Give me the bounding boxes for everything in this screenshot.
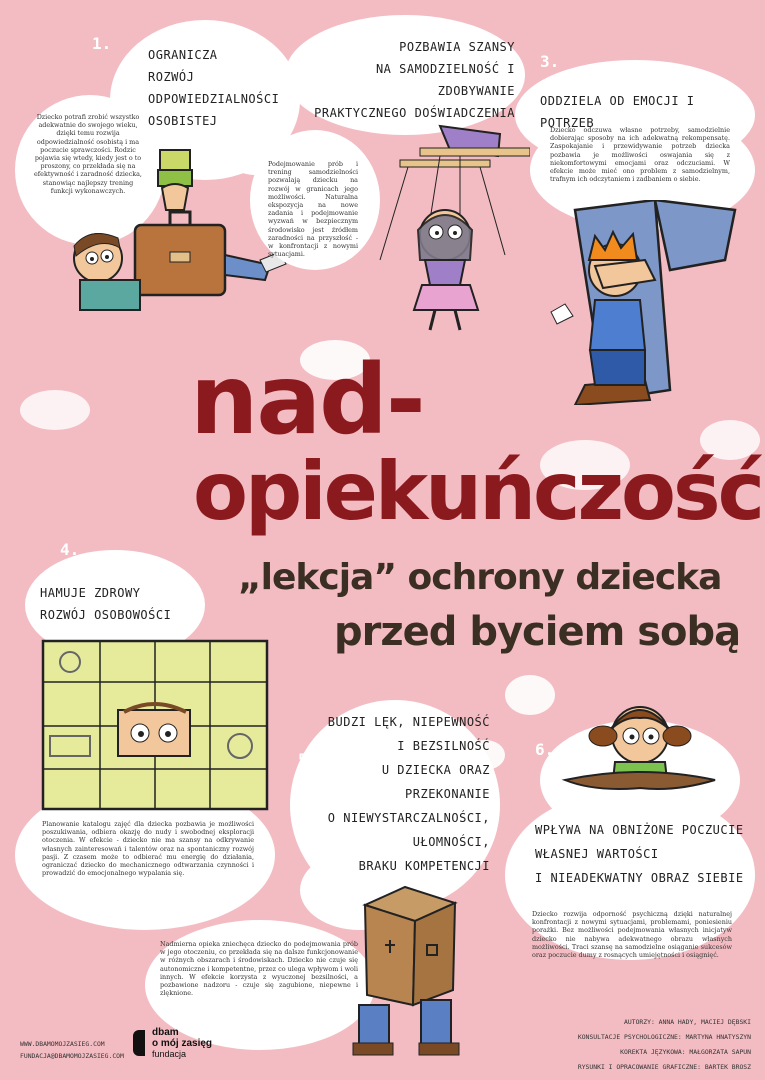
section-6-body: Dziecko rozwija odporność psychiczną dzięki naturalnej konfrontacji z nowymi sytuacjami, problemami, poniesieniu porażki. Bez możliwości podejmowania własnych inicjatyw dziecko nie nabywa adekwatnego obrazu własnych możliwości. Traci szansę na samodzielne osiąganie sukcesów oraz poczucie dumy z rosnących umiejętności i osiągnięć. bbox=[532, 910, 732, 960]
section-4-body: Planowanie katalogu zajęć dla dziecka pozbawia je możliwości poszukiwania, odbiera okazję do nudy i swobodnej eksploracji otoczenia. W efekcie - dziecko nie ma szansy na odkrywanie własnych zainteresowań i talentów oraz na spontaniczny rozwój pasji. Z czasem może to odbierać mu energię do działania, ograniczać dziecko do mechanicznego odtwarzania czynności i prowadzić do emocjonalnego wypalania się. bbox=[42, 820, 254, 878]
logo-line3: fundacja bbox=[152, 1049, 187, 1059]
section-5-heading bbox=[300, 710, 490, 878]
section-2-heading bbox=[295, 36, 515, 124]
child-in-box-illustration bbox=[345, 885, 475, 1060]
main-subtitle-line2: przed byciem sobą bbox=[334, 609, 741, 655]
footer-email[interactable]: FUNDACJA@DBAMOMOJZASIEG.COM bbox=[20, 1052, 124, 1060]
logo-line1: dbam bbox=[152, 1027, 179, 1038]
footer-logo bbox=[152, 1028, 212, 1059]
section-4-heading-line: HAMUJE ZDROWY bbox=[40, 586, 141, 600]
section-2-body: Podejmowanie prób i trening samodzielności pozwalają dziecku na rozwój w granicach jego możliwości. Naturalna ekspozycja na nowe zadania i podejmowanie wyzwań w bezpiecznym środowisko jest źródłem zaradności na przyszłość - w konfrontacji z nowymi sytuacjami. bbox=[268, 160, 358, 259]
credit-line: RYSUNKI I OPRACOWANIE GRAFICZNE: BARTEK BROSZ bbox=[577, 1063, 751, 1071]
girl-in-hole-illustration bbox=[555, 680, 725, 800]
section-6-number: 6. bbox=[535, 740, 555, 759]
main-subtitle-line1: „lekcja” ochrony dziecka bbox=[238, 557, 722, 598]
section-5-body: Nadmierna opieka zniechęca dziecko do podejmowania prób w jego otoczeniu, co przekłada się na dalsze funkcjonowanie w różnych obszarach i środowiskach. Dziecko nie czuje się autonomiczne i kompetentne, przez co ulega wpływom i woli innych. W efekcie korzysta z wyuczonej bezsilności, a pozbawione nadzoru - czuje się zagubione, niepewne i zlęknione. bbox=[160, 940, 358, 998]
credit-line: KONSULTACJE PSYCHOLOGICZNE: MARTYNA HNATYSZYN bbox=[577, 1033, 751, 1041]
credit-line: KOREKTA JĘZYKOWA: MAŁGORZATA SAPUN bbox=[620, 1048, 751, 1056]
section-5-heading-line: BUDZI LĘK, NIEPEWNOŚĆ bbox=[327, 715, 490, 729]
section-6-heading-line: WPŁYWA NA OBNIŻONE POCZUCIE bbox=[535, 823, 744, 837]
section-6-heading-line: I NIEADEKWATNY OBRAZ SIEBIE bbox=[535, 871, 744, 885]
section-1-heading-line: ODPOWIEDZIALNOŚCI bbox=[148, 92, 280, 106]
section-5-heading-line: U DZIECKA ORAZ bbox=[381, 763, 490, 777]
section-5-heading-line: BRAKU KOMPETENCJI bbox=[358, 859, 490, 873]
section-3-heading-line: ODDZIELA OD EMOCJI I POTRZEB bbox=[540, 94, 695, 130]
main-title-line1: nad- bbox=[190, 344, 424, 456]
logo-icon bbox=[133, 1030, 145, 1056]
cloud-decor bbox=[20, 390, 90, 430]
section-3-body: Dziecko odczuwa własne potrzeby, samodzielnie dobierając sposoby na ich adekwatną rekompensatę. Zaspokajanie i przewidywanie potrzeb dziecka pozbawia je możliwości oswajania się z niekomfortowymi emocjami oraz odczuciami. W efekcie może mieć ono problem z samodzielnym, trafnym ich odczytaniem i zadbaniem o siebie. bbox=[550, 126, 730, 184]
logo-line2: o mój zasięg bbox=[152, 1038, 213, 1049]
activity-catalog-illustration bbox=[40, 636, 272, 816]
section-2-heading-line: POZBAWIA SZANSY bbox=[399, 40, 515, 54]
section-1-heading-line: OSOBISTEJ bbox=[148, 114, 218, 128]
main-title-line2: opiekuńczość bbox=[193, 445, 762, 538]
section-1-heading-line: OGRANICZA bbox=[148, 48, 218, 62]
credit-line: AUTORZY: ANNA HADY, MACIEJ DĘBSKI bbox=[624, 1018, 751, 1026]
cloud-decor bbox=[505, 675, 555, 715]
footer-credits bbox=[578, 1015, 751, 1075]
section-4-heading-line: ROZWÓJ OSOBOWOŚCI bbox=[40, 608, 172, 622]
section-6-heading-line: WŁASNEJ WARTOŚCI bbox=[535, 847, 659, 861]
section-4-heading bbox=[40, 582, 210, 626]
section-2-heading-line: PRAKTYCZNEGO DOŚWIADCZENIA bbox=[314, 106, 515, 120]
section-5-heading-line: O NIEWYSTARCZALNOŚCI, bbox=[327, 811, 490, 825]
section-2-number: 2. bbox=[355, 22, 375, 41]
footer-website[interactable]: WWW.DBAMOMOJZASIEG.COM bbox=[20, 1040, 105, 1048]
section-5-heading-line: I BEZSILNOŚĆ bbox=[397, 739, 490, 753]
section-4-number: 4. bbox=[60, 540, 80, 559]
section-5-heading-line: PRZEKONANIE bbox=[405, 787, 490, 801]
section-1-number: 1. bbox=[92, 34, 112, 53]
section-1-heading bbox=[148, 44, 288, 132]
section-3-number: 3. bbox=[540, 52, 560, 71]
puppet-girl-illustration bbox=[360, 120, 530, 340]
section-1-body: Dziecko potrafi zrobić wszystko adekwatnie do swojego wieku, dzięki temu rozwija odpowiedzialność osobistą i ma poczucie sprawczości. Rodzic pojawia się wtedy, kiedy jest o to proszony, co przekłada się na efektywność i zaradność dziecka, stanowiąc najlepszy trening funkcji wykonawczych. bbox=[34, 113, 142, 195]
section-5-number: 5. bbox=[298, 750, 318, 769]
section-5-heading-line: UŁOMNOŚCI, bbox=[412, 835, 490, 849]
section-1-heading-line: ROZWÓJ bbox=[148, 70, 195, 84]
section-6-heading bbox=[535, 818, 755, 890]
section-2-heading-line: NA SAMODZIELNOŚĆ I ZDOBYWANIE bbox=[375, 62, 515, 98]
adult-covering-child-eyes-illustration bbox=[545, 200, 745, 405]
